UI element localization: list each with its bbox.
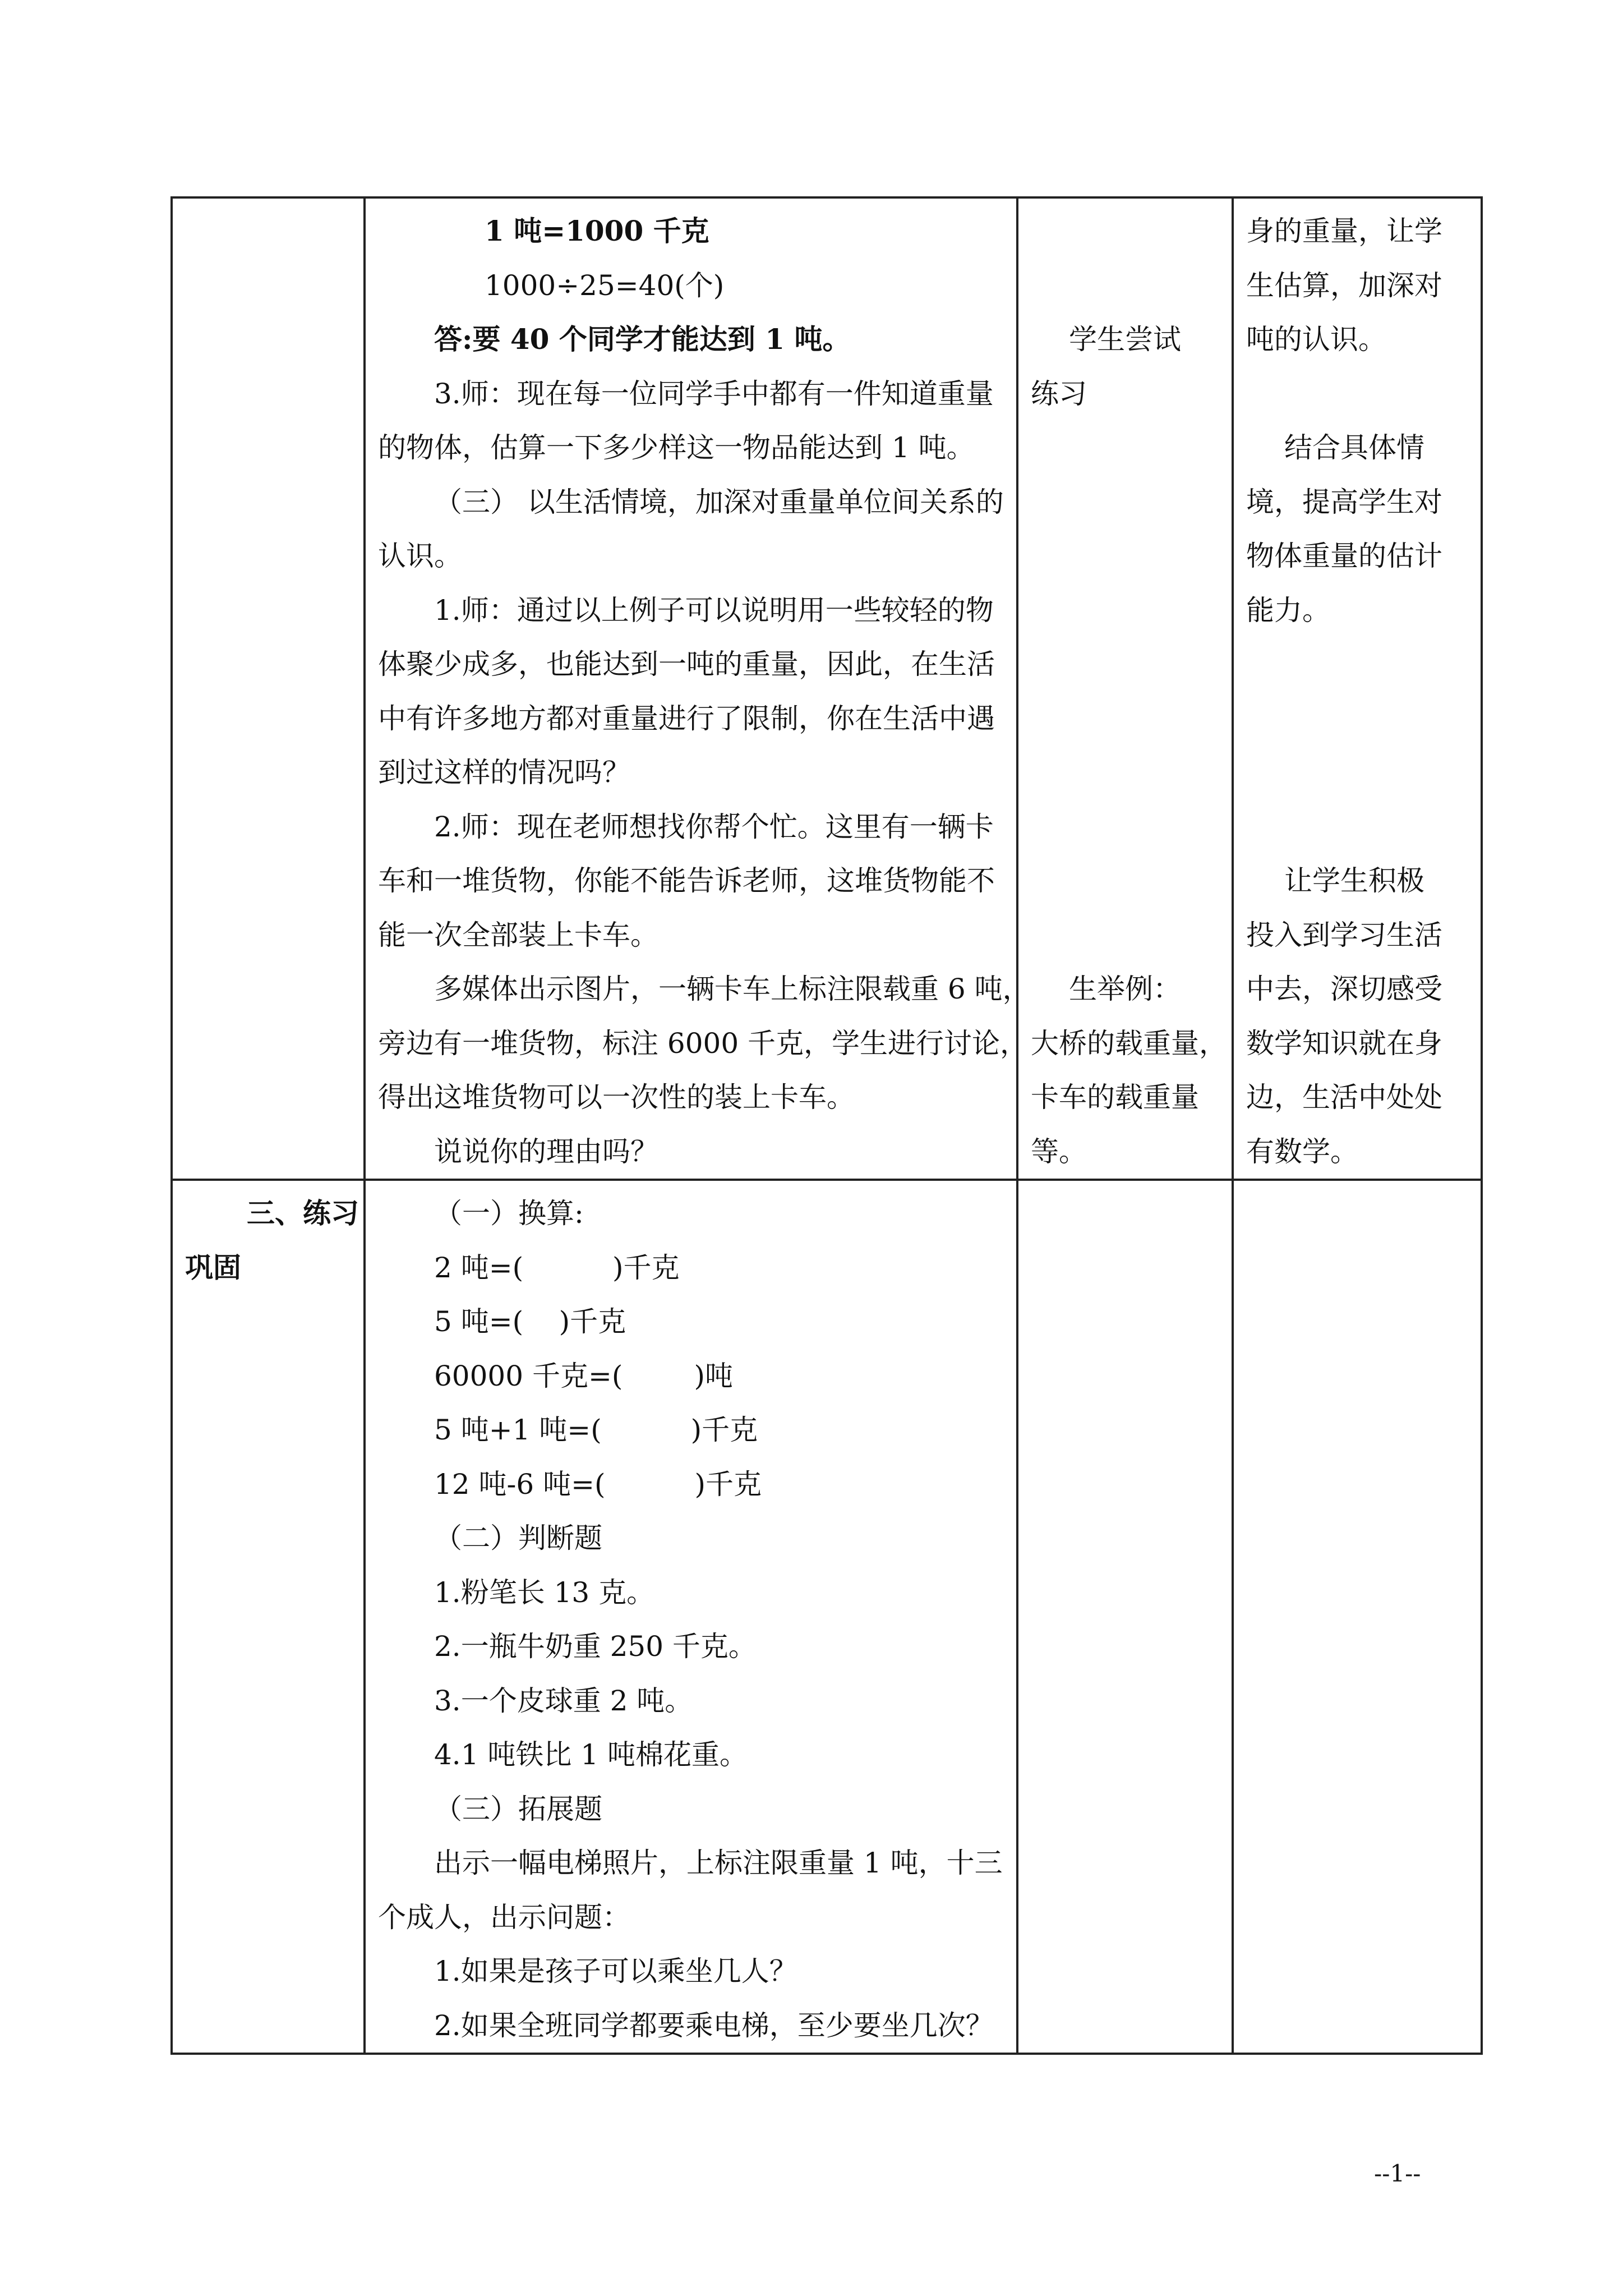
stage-label: 巩固 (185, 1250, 241, 1284)
text-line: 认识。 (378, 540, 462, 572)
text-line: 中有许多地方都对重量进行了限制，你在生活中遇 (378, 702, 995, 735)
stage-label: 三、练习 (247, 1197, 359, 1230)
subheading-line: （一）换算: (434, 1197, 584, 1230)
student-activity-cell (1017, 197, 1233, 1180)
text-line: 身的重量，让学 (1246, 215, 1442, 247)
exercise-line: 5 吨+1 吨=( )千克 (434, 1414, 758, 1446)
text-line: 有数学。 (1246, 1135, 1358, 1168)
text-line: 体聚少成多，也能达到一吨的重量，因此，在生活 (378, 648, 995, 680)
text-line: 数学知识就在身 (1246, 1027, 1442, 1060)
design-intent-cell (1233, 1180, 1482, 2054)
teaching-process-cell (365, 1180, 1017, 2054)
exercise-line: 2 吨=( )千克 (434, 1251, 680, 1284)
exercise-line: 2.一瓶牛奶重 250 千克。 (434, 1630, 757, 1663)
text-line: 投入到学习生活 (1246, 918, 1442, 951)
stage-cell (172, 197, 365, 1180)
text-line: 1 吨=1000 千克 (485, 214, 709, 247)
exercise-line: 5 吨=( )千克 (434, 1305, 626, 1338)
text-line: 生举例： (1069, 973, 1181, 1005)
text-line: 境，提高学生对 (1246, 485, 1442, 518)
text-line: 结合具体情 (1284, 431, 1424, 464)
text-line: 大桥的载重量， (1031, 1027, 1227, 1060)
lesson-plan-table (170, 196, 1483, 2055)
text-line: 让学生积极 (1284, 864, 1424, 897)
exercise-line: 2.如果全班同学都要乘电梯，至少要坐几次？ (434, 2009, 994, 2042)
text-line: 旁边有一堆货物，标注 6000 千克，学生进行讨论， (378, 1027, 1029, 1060)
table-row (172, 197, 1482, 1180)
exercise-line: 12 吨-6 吨=( )千克 (434, 1467, 762, 1501)
text-line: 能一次全部装上卡车。 (378, 918, 658, 951)
text-line: 边，生活中处处 (1246, 1081, 1442, 1114)
text-line: 物体重量的估计 (1246, 540, 1442, 572)
answer-line: 答:要 40 个同学才能达到 1 吨。 (434, 323, 851, 356)
text-line: 中去，深切感受 (1246, 973, 1442, 1005)
table-row (172, 1180, 1482, 2054)
text-line: 说说你的理由吗？ (434, 1135, 658, 1168)
exercise-line: 60000 千克=( )吨 (434, 1359, 734, 1392)
text-line: 的物体，估算一下多少样这一物品能达到 1 吨。 (378, 431, 975, 464)
text-line: 学生尝试 (1069, 323, 1181, 356)
subheading-line: （三）拓展题 (434, 1792, 602, 1825)
text-line: 得出这堆货物可以一次性的装上卡车。 (378, 1081, 855, 1114)
text-line: 等。 (1031, 1135, 1087, 1168)
design-intent-cell (1233, 197, 1482, 1180)
text-line: 练习 (1031, 377, 1087, 410)
text-line: 1000÷25=40(个) (485, 269, 725, 302)
stage-cell (172, 1180, 365, 2054)
text-line: 到过这样的情况吗？ (378, 756, 630, 789)
student-activity-cell (1017, 1180, 1233, 2054)
subheading-line: （三） 以生活情境，加深对重量单位间关系的 (434, 485, 1004, 518)
text-line: 个成人，出示问题： (378, 1901, 630, 1934)
text-line: 能力。 (1246, 593, 1330, 627)
exercise-line: 1.如果是孩子可以乘坐几人？ (434, 1955, 797, 1987)
exercise-line: 4.1 吨铁比 1 吨棉花重。 (434, 1738, 748, 1771)
exercise-line: 1.粉笔长 13 克。 (434, 1576, 655, 1609)
text-line: 吨的认识。 (1246, 323, 1386, 356)
text-line: 出示一幅电梯照片，上标注限重量 1 吨，十三 (434, 1847, 1003, 1879)
text-line: 3.师：现在每一位同学手中都有一件知道重量 (434, 377, 994, 410)
teaching-process-cell (365, 197, 1031, 1180)
text-line: 生估算，加深对 (1246, 269, 1442, 302)
text-line: 卡车的载重量 (1031, 1081, 1199, 1114)
text-line: 2.师：现在老师想找你帮个忙。这里有一辆卡 (434, 810, 994, 843)
subheading-line: （二）判断题 (434, 1522, 602, 1554)
text-line: 车和一堆货物，你能不能告诉老师，这堆货物能不 (378, 864, 995, 897)
text-line: 1.师：通过以上例子可以说明用一些较轻的物 (434, 593, 994, 627)
exercise-line: 3.一个皮球重 2 吨。 (434, 1684, 693, 1717)
text-line: 多媒体出示图片，一辆卡车上标注限载重 6 吨， (434, 973, 1031, 1005)
page-number: --1-- (1374, 2160, 1421, 2187)
